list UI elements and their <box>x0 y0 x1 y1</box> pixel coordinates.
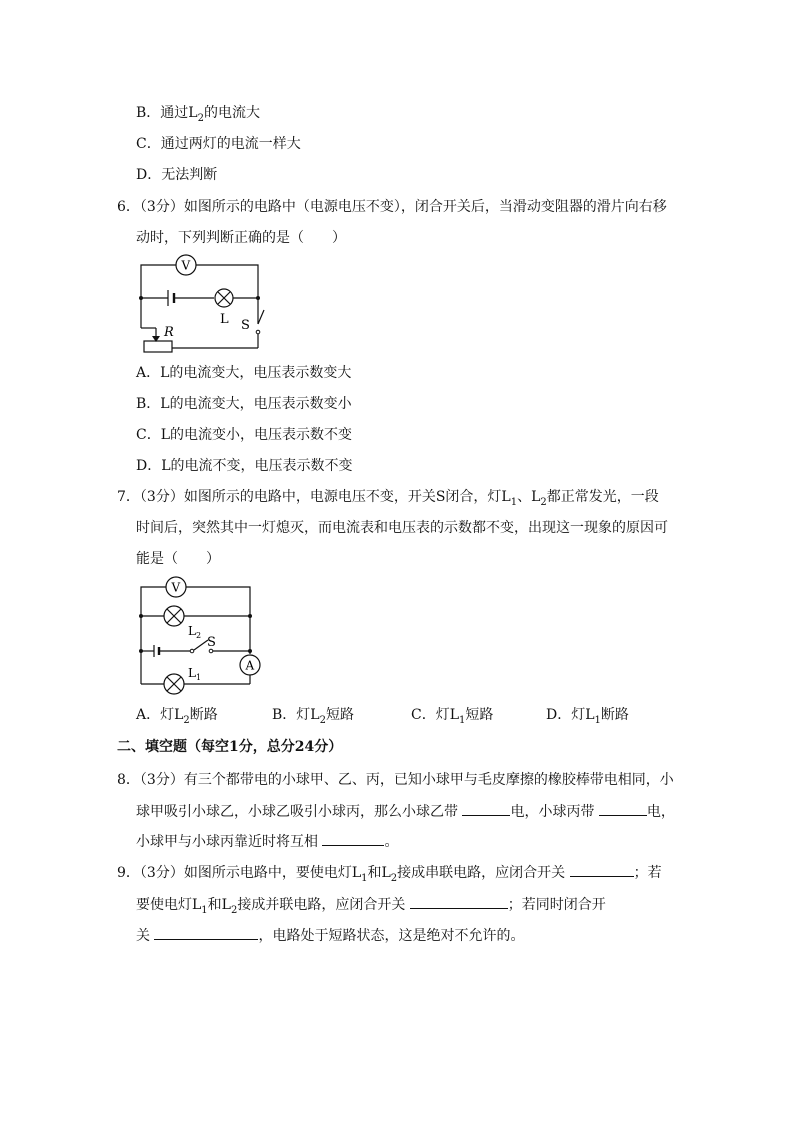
q7-stem-line3: 能是（ ） <box>136 551 220 567</box>
q7-stem-line1: 7．（3分）如图所示的电路中，电源电压不变，开关S闭合，灯$L_1$、$L_2$都正常发光，一段 <box>117 489 659 508</box>
q5-option-b: B．通过$L_2$的电流大 <box>136 105 260 124</box>
q6-circuit-diagram <box>134 252 274 358</box>
q6-lamp-label: L <box>220 312 229 327</box>
q5-option-d: D．无法判断 <box>136 167 218 183</box>
q7-switch-label: S <box>207 635 216 650</box>
q6-rheostat-label: R <box>164 325 174 340</box>
q7-option-a: A．灯$L_2$断路 <box>136 707 218 726</box>
q9-blank-2[interactable] <box>410 894 508 909</box>
section-title-fill-in: 二、填空题（每空1分，总分24分） <box>117 739 343 755</box>
q7-option-d: D．灯$L_1$断路 <box>546 707 629 726</box>
q7-l1-label: $L_1$ <box>188 666 202 682</box>
q6-option-b: B．L的电流变大，电压表示数变小 <box>136 396 352 412</box>
q6-stem-line2: 动时，下列判断正确的是（ ） <box>136 230 346 246</box>
q6-option-a: A．L的电流变大，电压表示数变大 <box>136 365 352 381</box>
q7-stem-line2: 时间后，突然其中一灯熄灭，而电流表和电压表的示数都不变，出现这一现象的原因可 <box>136 520 668 536</box>
q8-blank-2[interactable] <box>599 801 647 816</box>
q7-option-b: B．灯$L_2$短路 <box>272 707 354 726</box>
q6-switch-label: S <box>241 318 250 333</box>
q9-line3: 关 ，电路处于短路状态，这是绝对不允许的。 <box>136 925 524 946</box>
q5-option-c: C．通过两灯的电流一样大 <box>136 136 301 152</box>
q6-option-d: D．L的电流不变，电压表示数不变 <box>136 458 353 474</box>
q8-line2: 球甲吸引小球乙，小球乙吸引小球丙，那么小球乙带 电，小球丙带 电， <box>136 801 675 822</box>
q7-ammeter-label: A <box>245 658 255 673</box>
q7-circuit-diagram <box>134 574 268 696</box>
q6-option-c: C．L的电流变小，电压表示数不变 <box>136 427 353 443</box>
q8-line1: 8．（3分）有三个都带电的小球甲、乙、丙，已知小球甲与毛皮摩擦的橡胶棒带电相同，小 <box>117 772 674 788</box>
q6-voltmeter-label: V <box>181 258 191 273</box>
q7-voltmeter-label: V <box>171 580 181 595</box>
q9-blank-1[interactable] <box>570 862 634 877</box>
q7-l2-label: $L_2$ <box>188 624 202 640</box>
q8-blank-3[interactable] <box>322 831 384 846</box>
q7-option-c: C．灯$L_1$短路 <box>411 707 494 726</box>
q9-line2: 要使电灯$L_1$和$L_2$接成并联电路，应闭合开关 ；若同时闭合开 <box>136 894 606 921</box>
q6-stem-line1: 6．（3分）如图所示的电路中（电源电压不变），闭合开关后，当滑动变阻器的滑片向右移 <box>117 199 667 215</box>
q9-line1: 9．（3分）如图所示电路中，要使电灯$L_1$和$L_2$接成串联电路，应闭合开关 ；若 <box>117 862 662 889</box>
q9-blank-3[interactable] <box>154 925 258 940</box>
q8-blank-1[interactable] <box>462 801 510 816</box>
q8-line3: 小球甲与小球丙靠近时将互相 。 <box>136 831 398 852</box>
